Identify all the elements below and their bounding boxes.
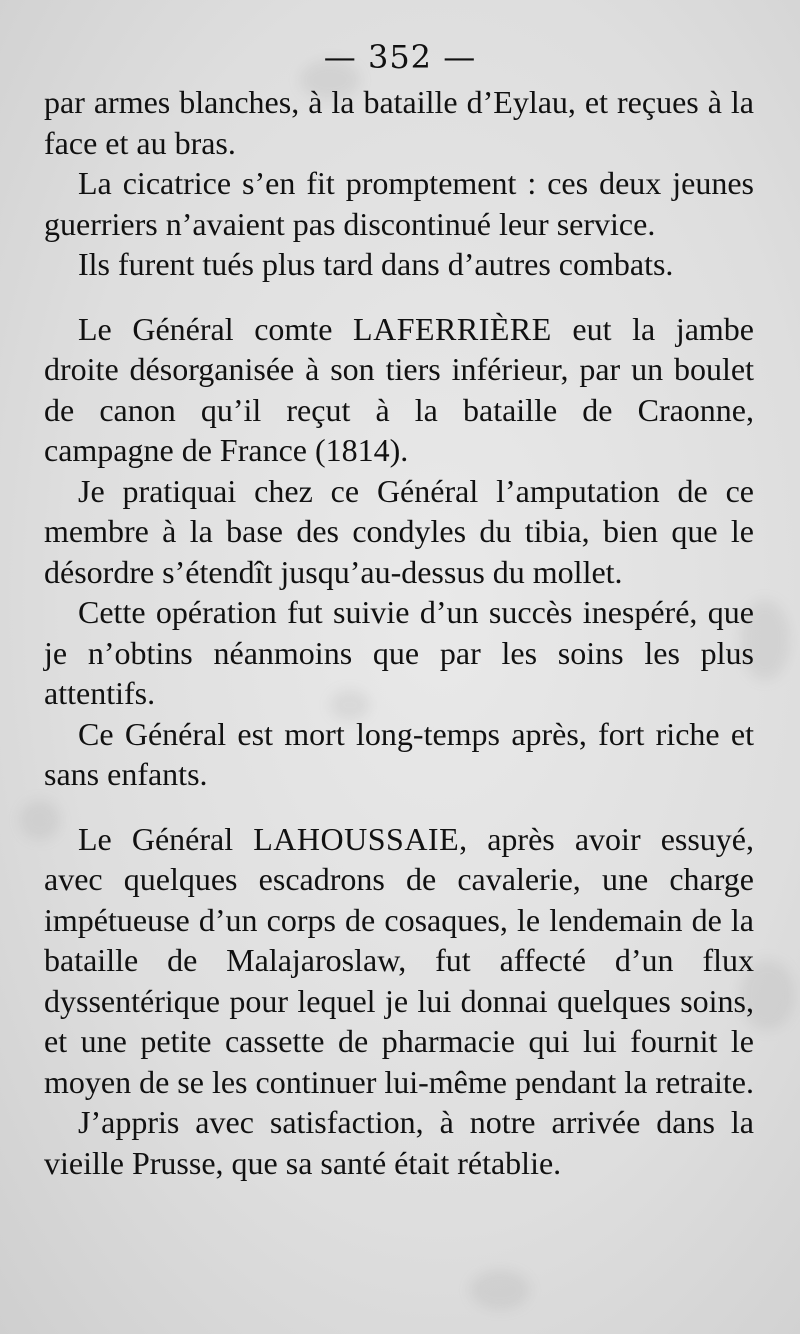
paragraph: [44, 819, 754, 1103]
paragraph: J’appris avec satisfaction, à notre arrivée dans la vieille Prusse, que sa santé était rétablie.: [44, 1104, 754, 1181]
section-gap: [44, 285, 754, 309]
paragraph: [44, 309, 754, 471]
paragraph-lead: Le Général comte: [78, 310, 354, 347]
paragraph: Cette opération fut suivie d’un succès inespéré, que je n’obtins néanmoins que par les soins les plus attentifs.: [44, 594, 754, 711]
paragraph: La cicatrice s’en fit promptement : ces deux jeunes guerriers n’avaient pas discontinué leur service.: [44, 165, 754, 242]
paragraph-rest: eut la jambe droite désorganisée à son tiers inférieur, par un boulet de canon qu’il reçut à la bataille de Craonne, campagne de France (1814).: [44, 310, 755, 468]
paragraph: Je pratiquai chez ce Général l’amputation de ce membre à la base des condyles du tibia, bien que le désordre s’étendît jusqu’au-dessus du mollet.: [44, 472, 754, 590]
section-gap: [44, 795, 754, 819]
paragraph: par armes blanches, à la bataille d’Eylau, et reçues à la face et au bras.: [44, 84, 754, 161]
paper-stain: [470, 1270, 530, 1310]
body-text: [44, 82, 754, 1183]
general-name: LAFERRIÈRE: [353, 310, 552, 347]
paragraph-rest: , après avoir essuyé, avec quelques escadrons de cavalerie, une charge impétueuse d’un corps de cosaques, le lendemain de la bataille de Malajaroslaw, fut affecté d’un flux dyssentérique pour lequel je lui donnai quelques soins, et une petite cassette de pharmacie qui lui fournit le moyen de se les continuer lui-même pendant la retraite.: [44, 820, 755, 1100]
general-name: LAHOUSSAIE: [253, 820, 460, 857]
paragraph-lead: Le Général: [78, 820, 254, 857]
paragraph: Ce Général est mort long-temps après, fort riche et sans enfants.: [44, 715, 754, 792]
page-number: — 352 —: [323, 38, 477, 76]
paragraph: Ils furent tués plus tard dans d’autres combats.: [78, 246, 674, 282]
